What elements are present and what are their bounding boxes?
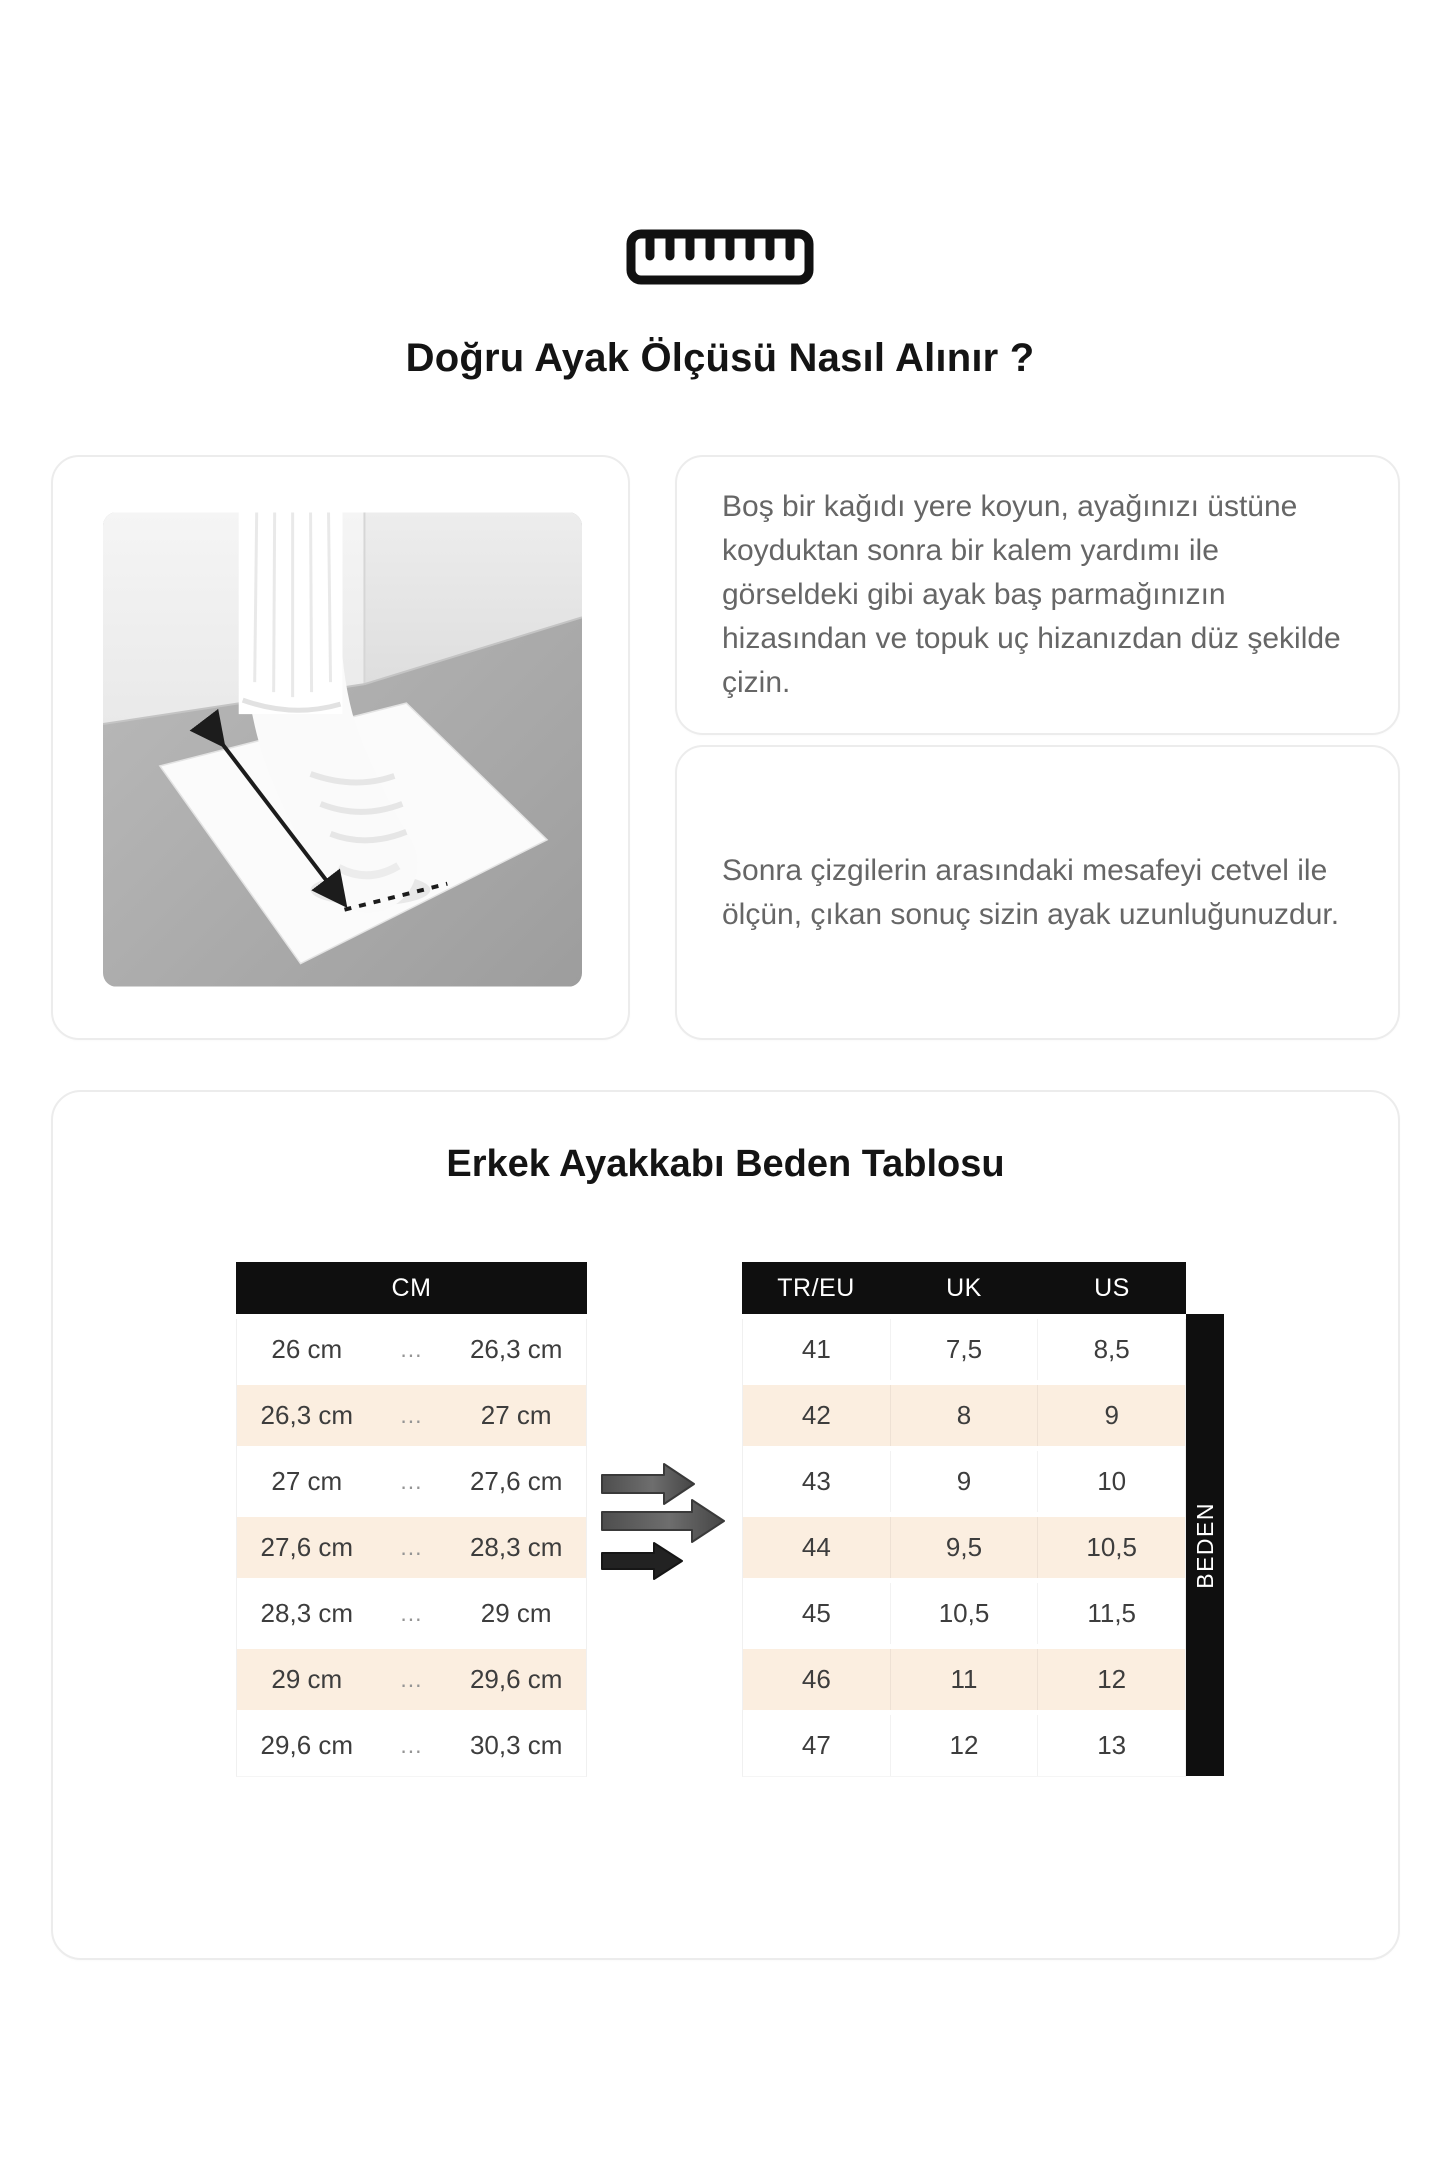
treu-size-value: 43 <box>801 1466 831 1496</box>
uk-size-value: 10,5 <box>890 1583 1038 1644</box>
cm-table-row <box>237 1385 586 1446</box>
range-separator: ... <box>400 1468 423 1494</box>
cm-table-row <box>237 1451 586 1512</box>
uk-size-value: 9,5 <box>890 1517 1038 1578</box>
range-separator: ... <box>400 1402 423 1428</box>
cm-table-row <box>237 1649 586 1710</box>
range-separator: ... <box>400 1666 423 1692</box>
size-table-row <box>743 1583 1185 1644</box>
size-table-row <box>743 1649 1185 1710</box>
us-size-value: 8,5 <box>1037 1319 1185 1380</box>
cm-to-value: 30,3 cm <box>469 1730 563 1760</box>
instruction-step-2-card <box>675 745 1400 1040</box>
range-separator: ... <box>400 1732 423 1758</box>
cm-from-value: 29,6 cm <box>260 1730 354 1760</box>
size-conversion-table <box>742 1262 1186 1777</box>
treu-size-value: 41 <box>801 1334 831 1364</box>
cm-from-value: 28,3 cm <box>260 1598 354 1628</box>
size-table-row <box>743 1385 1185 1446</box>
size-table-row <box>743 1319 1185 1380</box>
cm-table-row <box>237 1715 586 1776</box>
beden-label: BEDEN <box>1191 1501 1218 1589</box>
size-column-header: UK <box>946 1273 982 1302</box>
treu-size-value: 44 <box>801 1532 831 1562</box>
cm-to-value: 27 cm <box>480 1400 552 1430</box>
treu-size-value: 42 <box>801 1400 831 1430</box>
page-title: Doğru Ayak Ölçüsü Nasıl Alınır ? <box>405 336 1035 380</box>
cm-from-value: 27,6 cm <box>260 1532 354 1562</box>
treu-size-value: 46 <box>801 1664 831 1694</box>
size-table-header <box>742 1262 1186 1314</box>
range-separator: ... <box>400 1600 423 1626</box>
cm-from-value: 26,3 cm <box>260 1400 354 1430</box>
size-chart-title: Erkek Ayakkabı Beden Tablosu <box>446 1143 1005 1185</box>
cm-table-header <box>236 1262 587 1314</box>
us-size-value: 11,5 <box>1037 1583 1185 1644</box>
treu-size-value: 45 <box>801 1598 831 1628</box>
cm-to-value: 29 cm <box>480 1598 552 1628</box>
cm-table-row <box>237 1319 586 1380</box>
us-size-value: 13 <box>1037 1715 1185 1776</box>
ruler-icon <box>0 228 1440 291</box>
treu-size-value: 47 <box>801 1730 831 1760</box>
cm-from-value: 26 cm <box>271 1334 343 1364</box>
uk-size-value: 7,5 <box>890 1319 1038 1380</box>
uk-size-value: 8 <box>890 1385 1038 1446</box>
cm-table-row <box>237 1517 586 1578</box>
us-size-value: 10 <box>1037 1451 1185 1512</box>
cm-header-label: CM <box>391 1273 432 1302</box>
cm-table-row <box>237 1583 586 1644</box>
uk-size-value: 12 <box>890 1715 1038 1776</box>
us-size-value: 10,5 <box>1037 1517 1185 1578</box>
range-separator: ... <box>400 1336 423 1362</box>
cm-table-rows <box>236 1319 587 1777</box>
uk-size-value: 11 <box>890 1649 1038 1710</box>
us-size-value: 12 <box>1037 1649 1185 1710</box>
cm-to-value: 26,3 cm <box>469 1334 563 1364</box>
conversion-arrows-icon <box>598 1458 730 1585</box>
cm-to-value: 29,6 cm <box>469 1664 563 1694</box>
size-table-row <box>743 1517 1185 1578</box>
foot-measurement-photo <box>103 512 582 987</box>
size-table-rows <box>742 1319 1186 1777</box>
beden-side-bar <box>1186 1314 1224 1776</box>
size-column-header: TR/EU <box>777 1273 855 1302</box>
size-table-row <box>743 1451 1185 1512</box>
cm-to-value: 28,3 cm <box>469 1532 563 1562</box>
measurement-photo-card <box>51 455 630 1040</box>
cm-range-table <box>236 1262 587 1777</box>
cm-to-value: 27,6 cm <box>469 1466 563 1496</box>
range-separator: ... <box>400 1534 423 1560</box>
us-size-value: 9 <box>1037 1385 1185 1446</box>
cm-from-value: 29 cm <box>271 1664 343 1694</box>
instruction-step-1-card <box>675 455 1400 735</box>
size-table-row <box>743 1715 1185 1776</box>
instruction-step-1-text: Boş bir kağıdı yere koyun, ayağınızı üstüne koyduktan sonra bir kalem yardımı ile görseldeki gibi ayak baş parmağınızın hizasından ve topuk uç hizanızdan düz şekilde çizin. <box>722 490 1341 699</box>
size-column-header: US <box>1094 1273 1130 1302</box>
instruction-step-2-text: Sonra çizgilerin arasındaki mesafeyi cetvel ile ölçün, çıkan sonuç sizin ayak uzunluğunuzdur. <box>722 853 1340 931</box>
cm-from-value: 27 cm <box>271 1466 343 1496</box>
uk-size-value: 9 <box>890 1451 1038 1512</box>
